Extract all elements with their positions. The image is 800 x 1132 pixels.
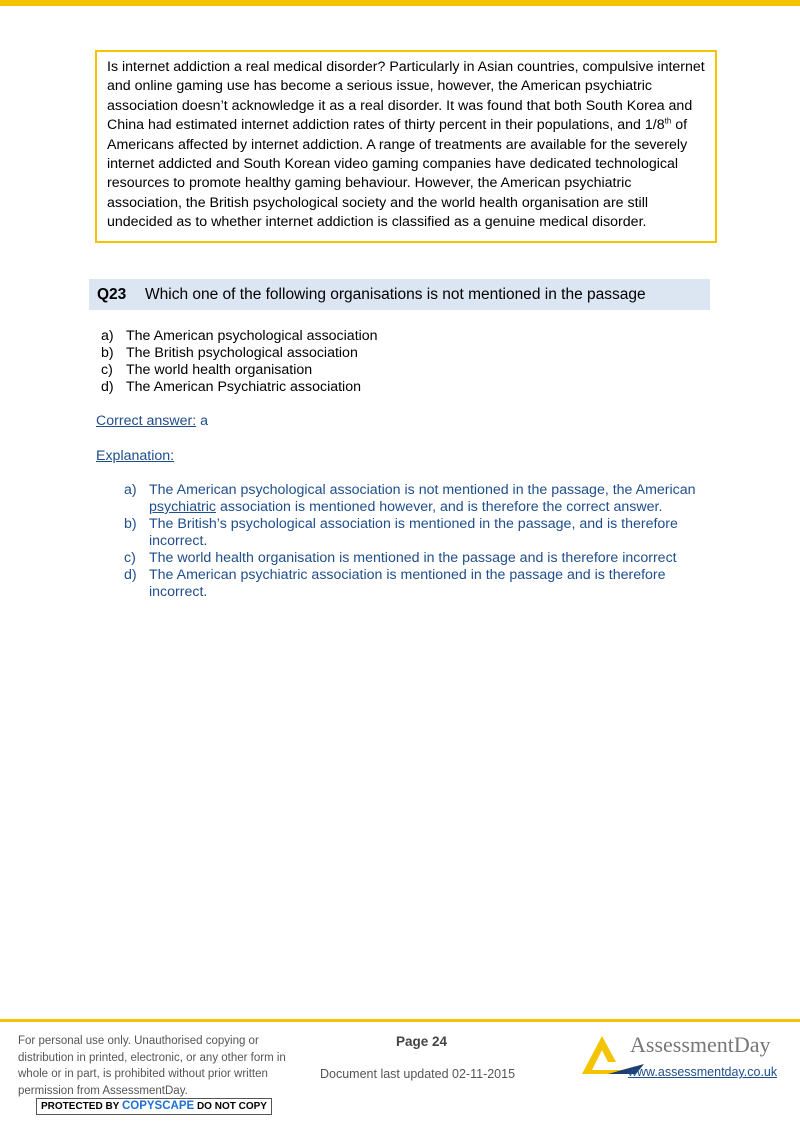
option-text: The British psychological association bbox=[126, 345, 358, 361]
question-header bbox=[89, 279, 710, 310]
question-number: Q23 bbox=[97, 286, 127, 303]
brand-url-link[interactable]: www.assessmentday.co.uk bbox=[628, 1065, 778, 1079]
correct-answer bbox=[96, 413, 208, 429]
document-updated: Document last updated 02-11-2015 bbox=[320, 1067, 516, 1081]
option-text: The American Psychiatric association bbox=[126, 379, 361, 395]
option-letter: c) bbox=[101, 362, 113, 378]
option-d bbox=[101, 379, 378, 396]
copyscape-text-b: COPYSCAPE bbox=[121, 1100, 195, 1112]
option-text: The American psychological association bbox=[126, 328, 378, 344]
explanation-letter: a) bbox=[124, 482, 137, 498]
explanation-d bbox=[124, 567, 714, 601]
correct-answer-value: a bbox=[196, 413, 208, 429]
explanation-list bbox=[124, 482, 714, 601]
explanation-letter: b) bbox=[124, 516, 137, 532]
explanation-label: Explanation: bbox=[96, 448, 175, 464]
explanation-letter: d) bbox=[124, 567, 137, 583]
option-letter: d) bbox=[101, 379, 114, 395]
explanation-c bbox=[124, 550, 714, 567]
explanation-text: The American psychiatric association is mentioned in the passage and is therefore incorrect. bbox=[149, 567, 666, 600]
option-b bbox=[101, 345, 378, 362]
explanation-text: The British’s psychological association is mentioned in the passage, and is therefore incorrect. bbox=[149, 516, 678, 549]
option-letter: b) bbox=[101, 345, 114, 361]
explanation-text: The world health organisation is mentioned in the passage and is therefore incorrect bbox=[149, 550, 677, 566]
passage-superscript: th bbox=[664, 116, 672, 126]
explanation-b bbox=[124, 516, 714, 550]
passage-text-start: Is internet addiction a real medical disorder? Particularly in Asian countries, compulsive internet and online gaming use has become a serious issue, however, the American psychiatric association doesn’t acknowledge it as a real disorder. It was found that both South Korea and China had estimated internet addiction rates of thirty percent in their populations, and 1/8 bbox=[107, 59, 705, 134]
copyscape-text-c: DO NOT COPY bbox=[194, 1101, 267, 1112]
explanation-a-part1: The American psychological association is not mentioned in the passage, the American bbox=[149, 482, 696, 498]
option-c bbox=[101, 362, 378, 379]
explanation-letter: c) bbox=[124, 550, 136, 566]
option-letter: a) bbox=[101, 328, 114, 344]
footer-divider bbox=[0, 1019, 800, 1022]
options-list bbox=[101, 328, 378, 396]
question-text: Which one of the following organisations is not mentioned in the passage bbox=[145, 286, 646, 303]
explanation-a bbox=[124, 482, 714, 516]
brand-name: AssessmentDay bbox=[630, 1032, 771, 1057]
top-accent-bar bbox=[0, 0, 800, 6]
option-text: The world health organisation bbox=[126, 362, 313, 378]
explanation-text bbox=[149, 482, 714, 516]
passage-text-end: of Americans affected by internet addiction. A range of treatments are available for the severely internet addicted and South Korean video gaming companies have dedicated technological resources to promote healthy gaming behaviour. However, the American psychiatric association, the British psychological society and the world health organisation are still undecided as to whether internet addiction is classified as a genuine medical disorder. bbox=[107, 117, 688, 231]
footer-disclaimer: For personal use only. Unauthorised copying or distribution in printed, electronic, or any other form in whole or in part, is prohibited without prior written permission from AssessmentDay. bbox=[18, 1035, 286, 1097]
explanation-a-part2: association is mentioned however, and is therefore the correct answer. bbox=[216, 499, 663, 515]
copyscape-text-a: PROTECTED BY bbox=[41, 1101, 122, 1112]
explanation-a-underlined: psychiatric bbox=[149, 499, 217, 515]
page-number: Page 24 bbox=[396, 1034, 448, 1049]
option-a bbox=[101, 328, 378, 345]
correct-answer-label: Correct answer: bbox=[96, 413, 197, 429]
passage-box bbox=[95, 50, 717, 243]
copyscape-badge[interactable] bbox=[36, 1098, 272, 1115]
